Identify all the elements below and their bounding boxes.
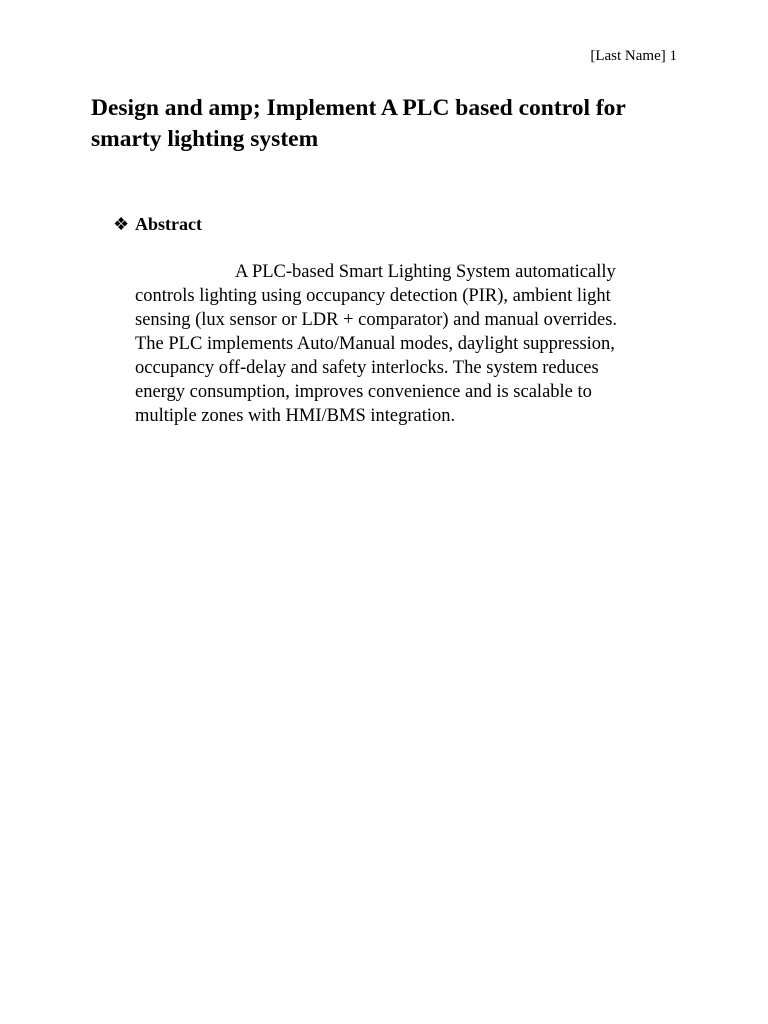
document-title: Design and amp; Implement A PLC based control for smarty lighting system (91, 95, 626, 152)
section-heading-text: Abstract (135, 214, 202, 234)
abstract-paragraph: A PLC-based Smart Lighting System automatically controls lighting using occupancy detection (PIR), ambient light sensing (lux sensor or LDR + comparator) and manual overrides. The PLC implements Auto/Manual modes, daylight suppression, occupancy off-delay and safety interlocks. The system reduces energy consumption, improves convenience and is scalable to multiple zones with HMI/BMS integration. (135, 262, 618, 426)
diamond-bullet-icon: ❖ (113, 214, 130, 234)
section-heading (113, 212, 202, 236)
running-header: [Last Name] 1 (590, 48, 677, 64)
